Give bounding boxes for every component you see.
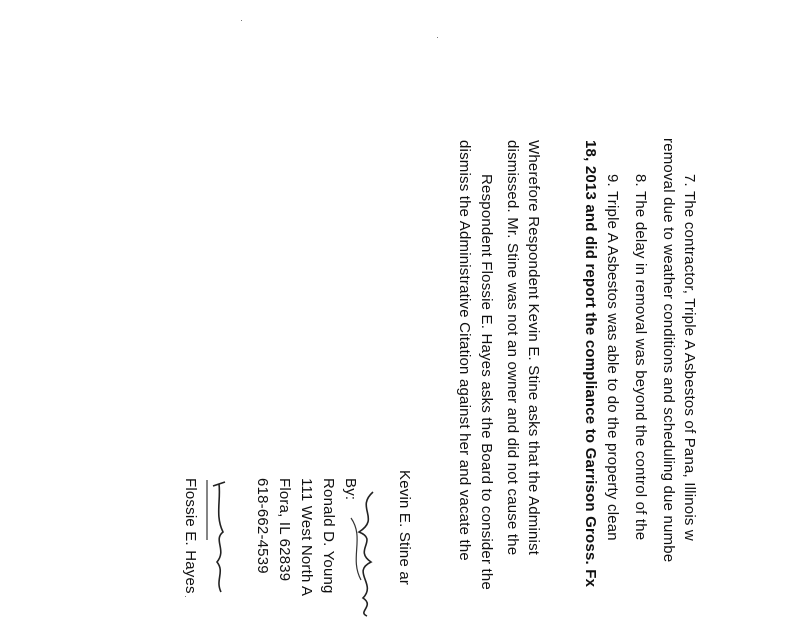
para9-line2: 18, 2013 and did report the compliance to Garrison Gross. Fx [582, 140, 599, 588]
flossie-name: Flossie E. Hayes [182, 478, 199, 594]
para9-line1: 9. Triple A Asbestos was able to do the property clean [604, 174, 621, 541]
scan-speck [185, 596, 186, 597]
flossie-signature [205, 480, 235, 595]
attorney-phone: 618-662-4539 [254, 478, 271, 574]
by-label: By: [342, 478, 359, 501]
para7-line1: 7. The contractor, Triple A Asbestos of Pana, Illinois w [681, 174, 698, 541]
wherefore-line2: dismissed. Mr. Stine was not an owner and did not cause the [504, 140, 521, 556]
para8-line1: 8. The delay in removal was beyond the control of the [632, 174, 649, 541]
respondent-line1: Respondent Flossie E. Hayes asks the Board to consider the [478, 174, 495, 590]
scan-speck [437, 37, 438, 38]
attorney-name: Ronald D. Young [320, 478, 337, 594]
wherefore-line1: Wherefore Respondent Kevin E. Stine asks that the Administ [525, 140, 542, 556]
attorney-signature [345, 488, 385, 618]
scan-speck [241, 20, 242, 21]
attorney-street: 111 West North A [298, 478, 315, 597]
respondent-line2: dismiss the Administrative Citation against her and vacate the [456, 140, 473, 561]
attorney-city: Flora, IL 62839 [276, 478, 293, 582]
para7-line2: removal due to weather conditions and scheduling due numbe [660, 138, 677, 563]
signature-name-line: Kevin E. Stine ar [396, 470, 413, 586]
